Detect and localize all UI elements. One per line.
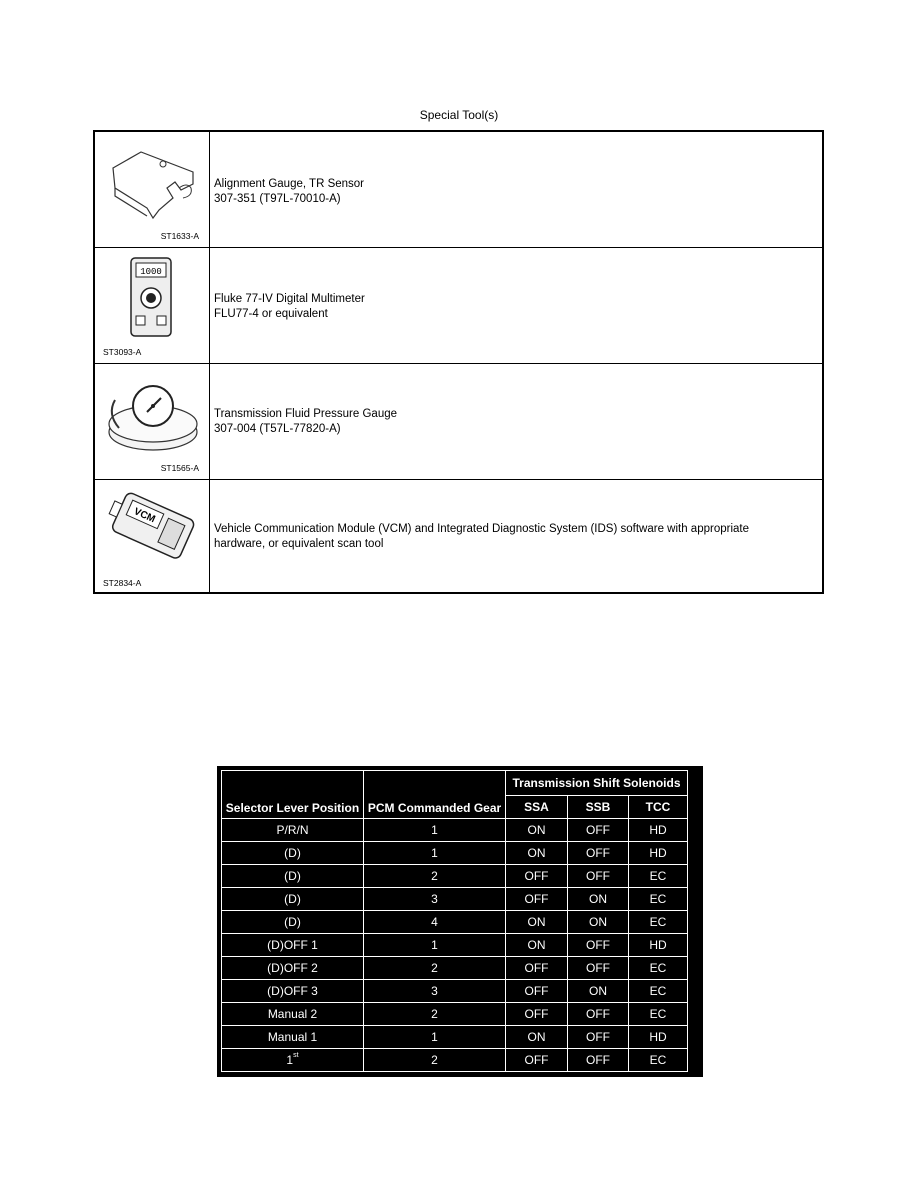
tcc-cell — [629, 819, 688, 842]
tcc-cell — [629, 842, 688, 865]
ssa-cell — [506, 1003, 568, 1026]
tool-name: Fluke 77-IV Digital Multimeter — [214, 293, 365, 305]
solenoid-grid — [221, 770, 688, 1072]
ssb-cell — [568, 819, 629, 842]
commanded-gear-cell — [364, 934, 506, 957]
cell-text: 2 — [431, 961, 438, 975]
cell-text: 1 — [431, 823, 438, 837]
header-transmission-shift-solenoids: Transmission Shift Solenoids — [506, 771, 688, 796]
table-row — [222, 980, 688, 1003]
cell-text: (D)OFF 1 — [267, 938, 318, 952]
tcc-cell — [629, 957, 688, 980]
tcc-cell — [629, 911, 688, 934]
cell-text: EC — [649, 869, 667, 883]
tool-row — [95, 480, 822, 594]
table-row — [222, 865, 688, 888]
tool-row — [95, 132, 822, 248]
cell-text: EC — [649, 984, 667, 998]
selector-position-cell — [222, 819, 364, 842]
cell-text: 1 — [431, 846, 438, 860]
cell-text: ON — [527, 1030, 546, 1044]
ssa-cell — [506, 865, 568, 888]
ssa-cell — [506, 1049, 568, 1072]
tool-description — [214, 292, 365, 322]
tool-number: 307-004 (T57L-77820-A) — [214, 423, 341, 435]
commanded-gear-cell — [364, 819, 506, 842]
ssb-cell — [568, 1026, 629, 1049]
selector-position-cell — [222, 957, 364, 980]
tcc-cell — [629, 934, 688, 957]
cell-text: HD — [649, 938, 667, 952]
tcc-cell — [629, 1026, 688, 1049]
multimeter-icon — [101, 254, 201, 342]
ssa-cell — [506, 957, 568, 980]
commanded-gear-cell — [364, 957, 506, 980]
cell-text: (D)OFF 2 — [267, 961, 318, 975]
ssb-cell — [568, 842, 629, 865]
selector-position-cell — [222, 1049, 364, 1072]
cell-text: OFF — [524, 869, 549, 883]
cell-text: OFF — [524, 1053, 549, 1067]
cell-text: 4 — [431, 915, 438, 929]
tool-row — [95, 364, 822, 480]
cell-text: 1 — [431, 938, 438, 952]
vcm-scan-tool-icon — [101, 486, 203, 572]
ssb-cell — [568, 911, 629, 934]
ordinal-superscript: st — [293, 1052, 299, 1059]
cell-text: OFF — [586, 846, 610, 860]
table-header-row — [222, 771, 688, 796]
cell-text: OFF — [524, 984, 549, 998]
cell-text: HD — [649, 1030, 667, 1044]
ssa-cell — [506, 980, 568, 1003]
cell-text: 3 — [431, 892, 438, 906]
cell-text: HD — [649, 823, 667, 837]
tool-code: ST2834-A — [103, 578, 142, 588]
tool-code: ST1565-A — [160, 463, 199, 473]
cell-text: OFF — [586, 1053, 610, 1067]
cell-text: 1 — [286, 1053, 294, 1067]
ssa-cell — [506, 819, 568, 842]
commanded-gear-cell — [364, 888, 506, 911]
cell-text: (D) — [284, 846, 301, 860]
alignment-gauge-icon — [101, 138, 201, 228]
table-row — [222, 1049, 688, 1072]
ssa-cell — [506, 842, 568, 865]
ssb-cell — [568, 1003, 629, 1026]
cell-text: ON — [527, 915, 546, 929]
ssb-cell — [568, 980, 629, 1003]
tcc-cell — [629, 888, 688, 911]
ssb-cell — [568, 957, 629, 980]
cell-text: EC — [649, 915, 667, 929]
cell-text: OFF — [586, 938, 610, 952]
ssa-cell — [506, 911, 568, 934]
tool-code: ST3093-A — [103, 347, 142, 357]
cell-text: (D) — [284, 869, 301, 883]
tool-image-cell — [95, 364, 210, 479]
tool-name: Transmission Fluid Pressure Gauge — [214, 408, 398, 420]
header-tcc: TCC — [629, 796, 688, 819]
cell-text: ON — [527, 938, 546, 952]
cell-text: 1 — [431, 1030, 438, 1044]
commanded-gear-cell — [364, 980, 506, 1003]
ssb-cell — [568, 934, 629, 957]
selector-position-cell — [222, 934, 364, 957]
tool-description — [214, 407, 397, 437]
ssb-cell — [568, 888, 629, 911]
tcc-cell — [629, 1003, 688, 1026]
table-row — [222, 819, 688, 842]
table-row — [222, 1026, 688, 1049]
header-selector-lever-position: Selector Lever Position — [222, 771, 364, 819]
cell-text: EC — [649, 1007, 667, 1021]
ssa-cell — [506, 1026, 568, 1049]
tcc-cell — [629, 865, 688, 888]
header-ssb: SSB — [568, 796, 629, 819]
tcc-cell — [629, 980, 688, 1003]
selector-position-cell — [222, 911, 364, 934]
cell-text: ON — [589, 915, 607, 929]
shift-solenoid-table — [217, 766, 703, 1077]
tool-number: 307-351 (T97L-70010-A) — [214, 193, 341, 205]
vcm-device-label: VCM — [132, 506, 157, 526]
tool-description — [214, 177, 364, 207]
cell-text: OFF — [586, 823, 610, 837]
cell-text: ON — [527, 846, 546, 860]
tool-name: Vehicle Communication Module (VCM) and Integrated Diagnostic System (IDS) software with appropriate — [214, 523, 749, 535]
table-row — [222, 957, 688, 980]
cell-text: EC — [649, 892, 667, 906]
tcc-cell — [629, 1049, 688, 1072]
commanded-gear-cell — [364, 911, 506, 934]
commanded-gear-cell — [364, 1026, 506, 1049]
cell-text: (D) — [284, 892, 301, 906]
selector-position-cell — [222, 1026, 364, 1049]
ssa-cell — [506, 934, 568, 957]
tool-code: ST1633-A — [160, 231, 199, 241]
tool-number: hardware, or equivalent scan tool — [214, 538, 384, 550]
cell-text: 2 — [431, 869, 438, 883]
cell-text: HD — [649, 846, 667, 860]
cell-text: Manual 2 — [267, 1007, 318, 1021]
cell-text: ON — [589, 984, 607, 998]
cell-text: OFF — [524, 1007, 549, 1021]
selector-position-cell — [222, 1003, 364, 1026]
table-row — [222, 911, 688, 934]
special-tools-table — [93, 130, 824, 594]
commanded-gear-cell — [364, 865, 506, 888]
special-tools-caption: Special Tool(s) — [419, 108, 499, 122]
ssb-cell — [568, 1049, 629, 1072]
cell-text: P/R/N — [276, 823, 309, 837]
pressure-gauge-icon — [101, 370, 201, 460]
selector-position-cell — [222, 865, 364, 888]
table-row — [222, 888, 688, 911]
selector-position-cell — [222, 888, 364, 911]
commanded-gear-cell — [364, 1003, 506, 1026]
header-pcm-commanded-gear: PCM Commanded Gear — [364, 771, 506, 819]
cell-text: OFF — [586, 869, 610, 883]
tool-image-cell — [95, 480, 210, 594]
cell-text: OFF — [524, 961, 549, 975]
commanded-gear-cell — [364, 842, 506, 865]
table-row — [222, 842, 688, 865]
cell-text: OFF — [586, 1007, 610, 1021]
tool-number: FLU77-4 or equivalent — [214, 308, 328, 320]
cell-text: (D) — [284, 915, 301, 929]
tool-name: Alignment Gauge, TR Sensor — [214, 178, 365, 190]
cell-text: (D)OFF 3 — [267, 984, 318, 998]
ssb-cell — [568, 865, 629, 888]
table-row — [222, 934, 688, 957]
cell-text: 2 — [431, 1007, 438, 1021]
cell-text: 2 — [431, 1053, 438, 1067]
table-row — [222, 1003, 688, 1026]
solenoid-table-body — [222, 819, 688, 1072]
cell-text: Manual 1 — [267, 1030, 318, 1044]
tool-row — [95, 248, 822, 364]
tool-image-cell — [95, 132, 210, 247]
cell-text: ON — [589, 892, 607, 906]
ssa-cell — [506, 888, 568, 911]
multimeter-display-text: 1000 — [140, 267, 162, 277]
cell-text: OFF — [524, 892, 549, 906]
selector-position-cell — [222, 842, 364, 865]
cell-text: EC — [649, 1053, 667, 1067]
cell-text: EC — [649, 961, 667, 975]
tool-description — [214, 522, 749, 552]
selector-position-cell — [222, 980, 364, 1003]
cell-text: ON — [527, 823, 546, 837]
cell-text: OFF — [586, 1030, 610, 1044]
cell-text: 3 — [431, 984, 438, 998]
header-ssa: SSA — [506, 796, 568, 819]
cell-text: OFF — [586, 961, 610, 975]
tool-image-cell — [95, 248, 210, 363]
commanded-gear-cell — [364, 1049, 506, 1072]
